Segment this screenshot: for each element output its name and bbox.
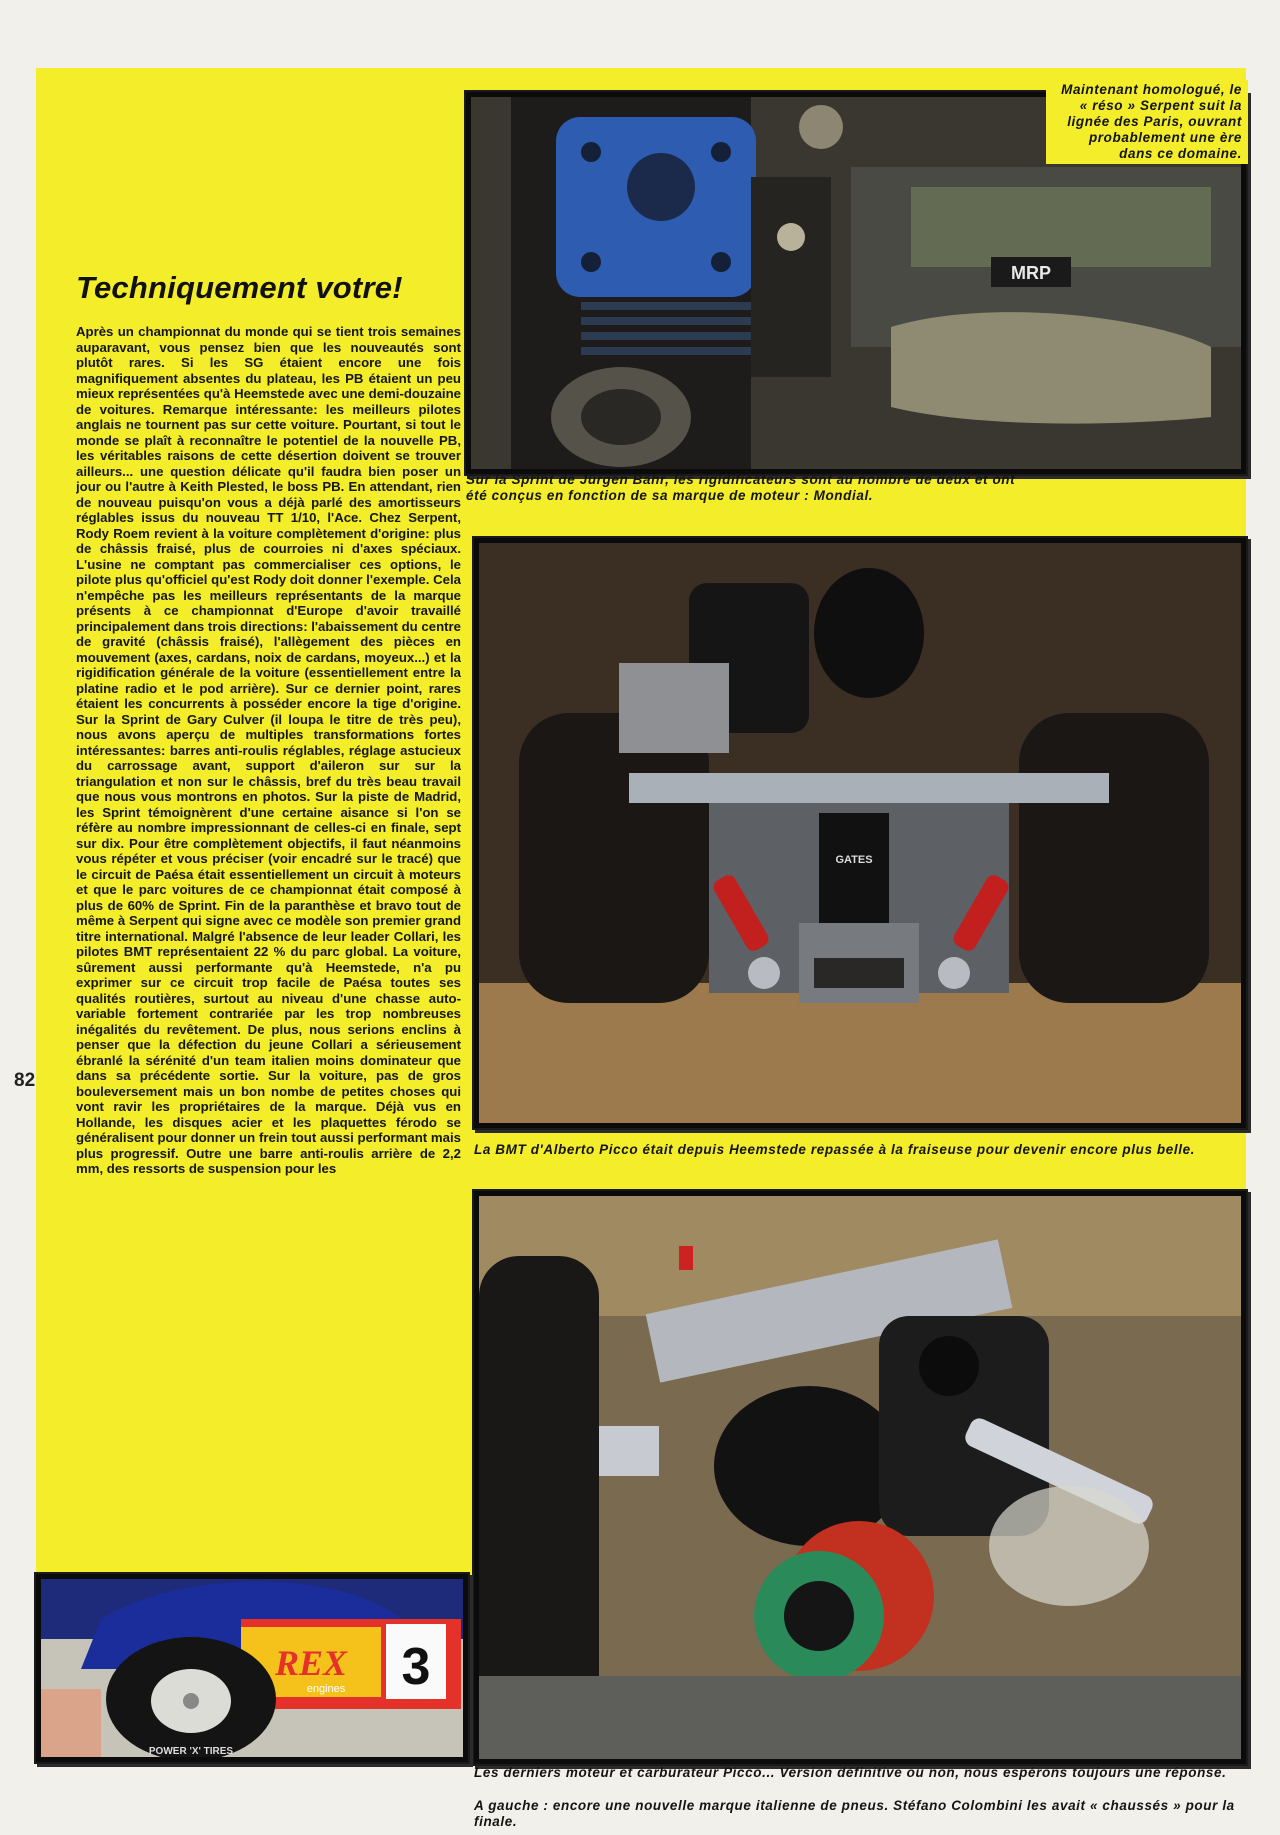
photo-picco-engine — [474, 1191, 1246, 1764]
mrp-label: MRP — [1011, 263, 1051, 283]
rex-decal-sub: engines — [306, 1683, 346, 1695]
tire-sidewall-text: POWER 'X' TIRES — [148, 1746, 234, 1757]
article-body: Après un championnat du monde qui se tient trois semaines auparavant, vous pensez bien que les nouveautés sont plutôt rares. Si les SG étaient encore une fois magnifiquement absentes du plateau, les PB étaient un peu mieux représentées qu'à Heemstede avec une demi-douzaine de voitures. Remarque intéressante: les meilleurs pilotes anglais ne tournent pas sur cette voiture. Pourtant, si tout le monde se plaît à reconnaître le potentiel de la nouvelle PB, les véritables raisons de cette désertion doivent se trouver ailleurs... une question délicate qu'il faudra bien poser un jour ou l'autre à Keith Plested, le boss PB. En attendant, rien de nouveau puisqu'on vous a déjà parlé des amortisseurs réglables issus du nouveau TT 1/10, l'Ace. Chez Serpent, Rody Roem revient à la voiture complètement d'origine: plus de châssis fraisé, plus de courroies ni d'axes spéciaux. L'usine ne comptant pas commercialiser ces options, le pilote plus qu'officiel qu'est Rody doit donner l'exemple. Cela n'empêche pas les meilleurs représentants de la marque présents à ce championnat d'Europe d'avoir travaillé principalement dans trois directions: l'abaissement du centre de gravité (châssis fraisé), l'allègement des pièces en mouvement (axes, cardans, noix de cardans, moyeux...) et la rigidification générale de la voiture (essentiellement entre la platine radio et le pod arrière). Sur ce dernier point, rares étaient les concurrents à posséder encore la tige d'origine. Sur la Sprint de Gary Culver (il loupa le titre de très peu), nous avons aperçu de multiples transformations fortes intéressantes: barres anti-roulis réglables, réglage astucieux du carrossage avant, support d'aileron sur sur la triangulation et non sur le châssis, bref du très beau travail que nous vous montrons en photos. Sur la piste de Madrid, les Sprint témoignèrent d'une certaine aisance si l'on se réfère au nombre impressionnant de celles-ci en finale, sept sur dix. Pour être complètement objectifs, il faut néanmoins vous répéter et vous préciser (voir encadré sur le tracé) que le circuit de Paésa était essentiellement un circuit à moteurs et que le parc voitures de ce championnat était composé à plus de 60% de Sprint. Fin de la paranthèse et bravo tout de même à Serpent qui signe avec ce modèle son premier grand titre international. Malgré l'absence de leur leader Collari, les pilotes BMT représentaient 22 % du parc global. La voiture, sûrement aussi performante qu'à Heemstede, n'a pu exprimer sur ce circuit trop facile de Paésa toutes ses qualités routières, surtout au niveau d'une chasse auto-variable fortement contrariée par les trop nombreuses inégalités du revêtement. De plus, nous serions enclins à penser que la défection du jeune Collari a sérieusement ébranlé la sérénité d'un team italien moins dominateur que dans sa précédente sortie. Sur la voiture, pas de gros bouleversement mais un bon nombe de petites choses qui vont ravir les propriétaires de la marque. Déjà vus en Hollande, les disques acier et les plaquettes férodo se généralisent pour donner un frein tout aussi performant mais plus progressif. Outre une barre anti-roulis arrière de 2,2 mm, des ressorts de suspension pour les — [76, 324, 461, 1176]
tire-photo-illustration — [41, 1579, 463, 1757]
article-title: Techniquement votre! — [76, 270, 403, 305]
bmt-car-illustration — [479, 543, 1241, 1123]
photo-tire — [36, 1574, 468, 1762]
race-number: 3 — [401, 1638, 431, 1696]
caption-bottom-right: Les derniers moteur et carburateur Picco... Version définitive ou non, nous espérons toujours une réponse. — [474, 1765, 1227, 1780]
caption-middle: La BMT d'Alberto Picco était depuis Heemstede repassée à la fraiseuse pour devenir encore plus belle. — [474, 1142, 1196, 1157]
rex-decal: REX — [274, 1643, 348, 1683]
picco-engine-illustration — [479, 1196, 1241, 1759]
caption-top-below: Sur la Sprint de Jürgen Bähr, les rigidificateurs sont au nombre de deux et ont été conçus en fonction de sa marque de moteur : Mondial. — [466, 472, 1016, 503]
page-number: 82 — [14, 1070, 36, 1091]
magazine-page — [14, 68, 1246, 1829]
caption-top-inset: Maintenant homologué, le « réso » Serpent suit la lignée des Paris, ouvrant probablement une ère dans ce domaine. — [1046, 80, 1248, 164]
gates-label: GATES — [835, 854, 873, 866]
photo-bmt-car — [474, 538, 1246, 1128]
caption-bottom-left: A gauche : encore une nouvelle marque italienne de pneus. Stéfano Colombini les avait « chaussés » pour la finale. — [474, 1798, 1235, 1829]
